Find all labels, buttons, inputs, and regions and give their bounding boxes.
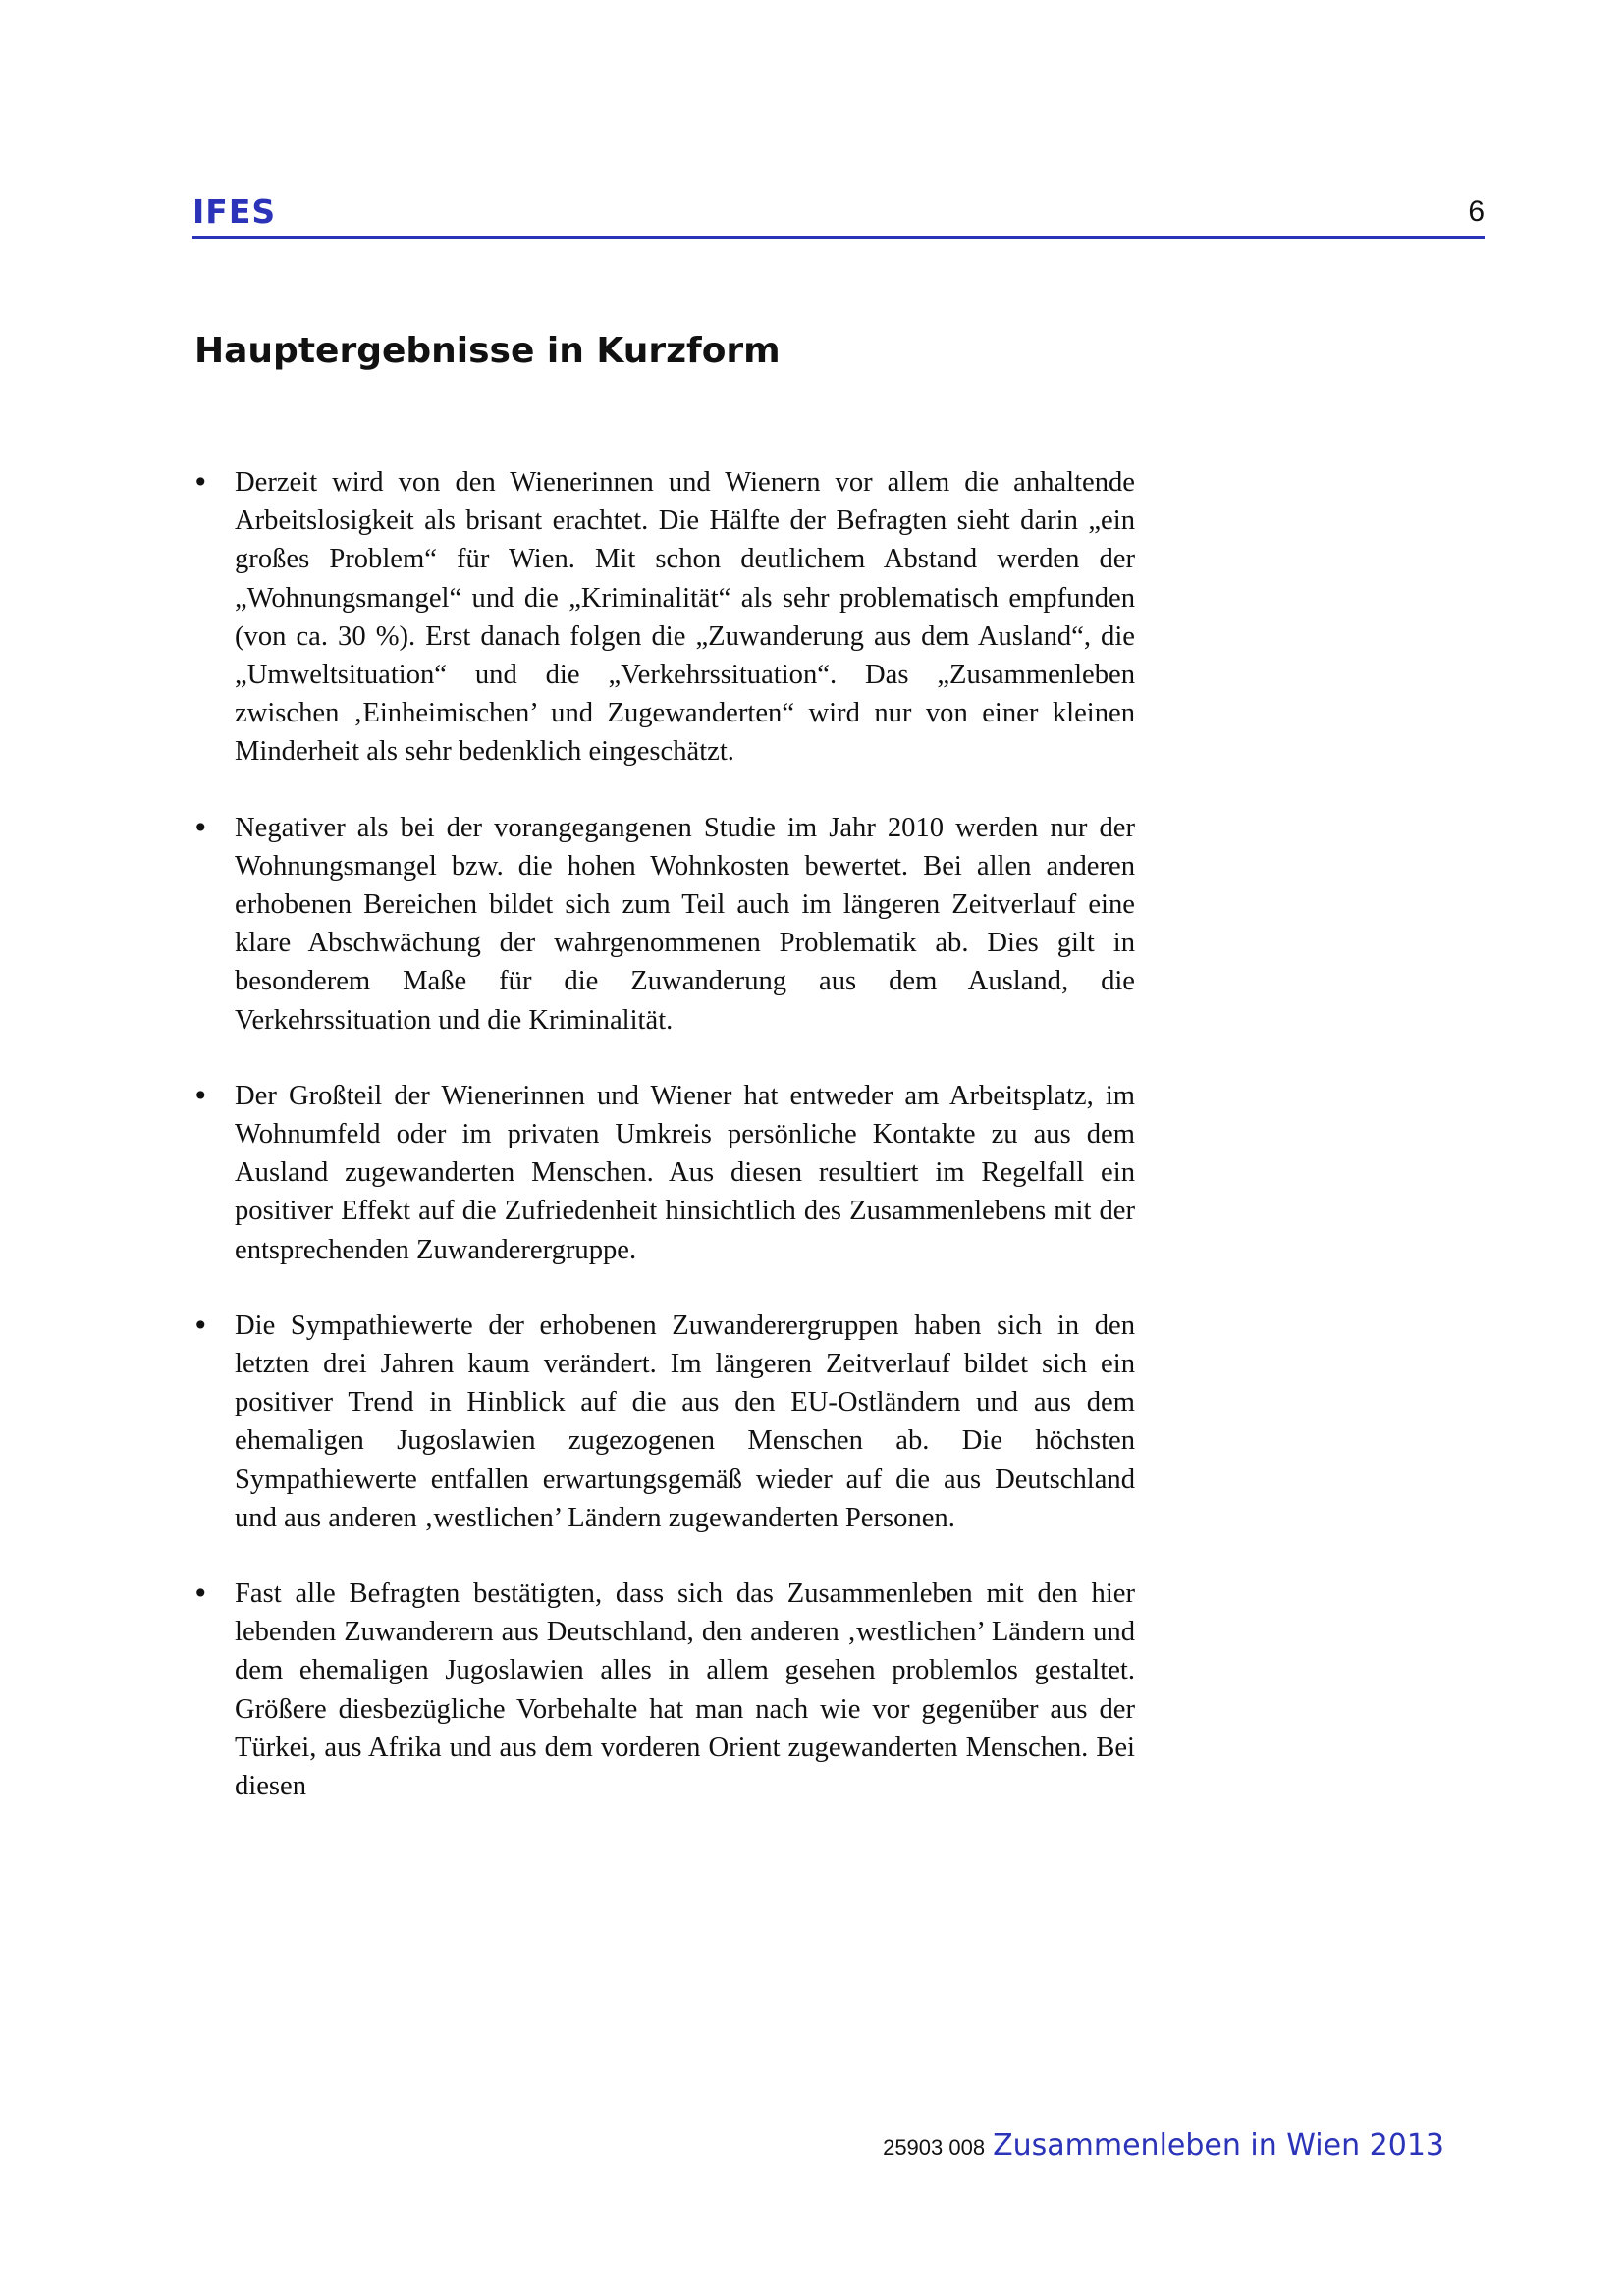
list-item [192,463,1135,772]
ifes-logo: IFES [192,192,277,231]
bullet-icon: • [192,811,209,844]
report-title: Zusammenleben in Wien 2013 [993,2128,1444,2163]
list-item [192,1077,1135,1269]
page-header [192,188,1485,239]
list-item [192,1307,1135,1537]
bullet-text: Der Großteil der Wienerinnen und Wiener hat entweder am Arbeitsplatz, im Wohnumfeld oder im privaten Umkreis persönliche Kontakte zu aus dem Ausland zugewanderten Menschen. Aus diesen resultiert im Regelfall ein positiver Effekt auf die Zufriedenheit hinsichtlich des Zusammenlebens mit der entsprechenden Zuwanderergruppe. [235,1080,1135,1265]
bullet-text: Derzeit wird von den Wienerinnen und Wienern vor allem die anhaltende Arbeitslosigkeit als brisant erachtet. Die Hälfte der Befragten sieht darin „ein großes Problem“ für Wien. Mit schon deutlichem Abstand werden der „Wohnungsmangel“ und die „Kriminalität“ als sehr problematisch empfunden (von ca. 30 %). Erst danach folgen die „Zuwanderung aus dem Ausland“, die „Umweltsituation“ und die „Verkehrssituation“. Das „Zusammenleben zwischen ‚Einheimischen’ und Zugewanderten“ wird nur von einer kleinen Minderheit als sehr bedenklich eingeschätzt. [235,467,1135,768]
page-footer [883,2128,1444,2163]
list-item [192,1575,1135,1805]
bullet-text: Fast alle Befragten bestätigten, dass sich das Zusammenleben mit den hier lebenden Zuwanderern aus Deutschland, den anderen ‚westlichen’ Ländern und dem ehemaligen Jugoslawien alles in allem gesehen problemlos gestaltet. Größere diesbezügliche Vorbehalte hat man nach wie vor gegenüber aus der Türkei, aus Afrika und aus dem vorderen Orient zugewanderten Menschen. Bei diesen [235,1578,1135,1802]
page-number: 6 [1468,195,1485,228]
section-title: Hauptergebnisse in Kurzform [194,331,781,371]
report-code: 25903 008 [883,2135,986,2160]
bullet-icon: • [192,1308,209,1342]
bullet-text: Negativer als bei der vorangegangenen Studie im Jahr 2010 werden nur der Wohnungsmangel bzw. die hohen Wohnkosten bewertet. Bei allen anderen erhobenen Bereichen bildet sich zum Teil auch im längeren Zeitverlauf eine klare Abschwächung der wahrgenommenen Problematik ab. Dies gilt in besonderem Maße für die Zuwanderung aus dem Ausland, die Verkehrssituation und die Kriminalität. [235,812,1135,1036]
list-item [192,809,1135,1040]
bullet-icon: • [192,1577,209,1611]
bullet-icon: • [192,466,209,499]
bullet-icon: • [192,1079,209,1112]
summary-bullet-list [192,463,1135,1842]
bullet-text: Die Sympathiewerte der erhobenen Zuwanderergruppen haben sich in den letzten drei Jahren kaum verändert. Im längeren Zeitverlauf bildet sich ein positiver Trend in Hinblick auf die aus den EU-Ostländern und aus dem ehemaligen Jugoslawien zugezogenen Menschen ab. Die höchsten Sympathiewerte entfallen erwartungsgemäß wieder auf die aus Deutschland und aus anderen ‚westlichen’ Ländern zugewanderten Personen. [235,1309,1135,1533]
